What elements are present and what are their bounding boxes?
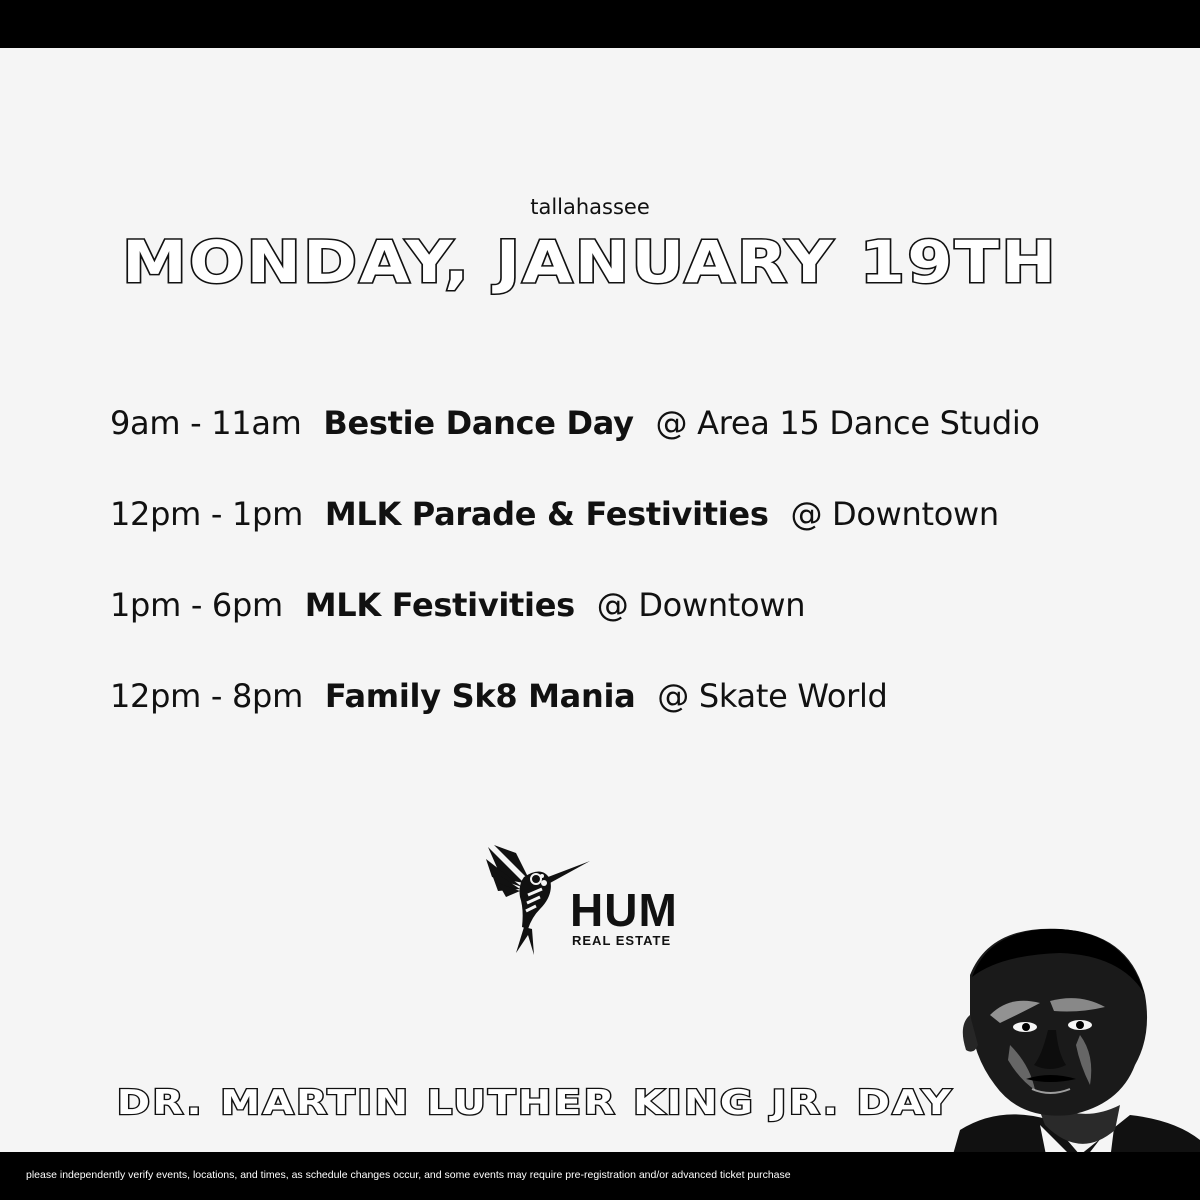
disclaimer-text: please independently verify events, locations, and times, as schedule changes occur, and some events may require pre-registration and/or advanced ticket purchase: [26, 1169, 791, 1181]
date-heading: MONDAY, JANUARY 19TH: [122, 228, 1058, 296]
event-location: @ Downtown: [596, 586, 806, 624]
logo-subtitle: REAL ESTATE: [572, 933, 672, 948]
event-item: [110, 495, 1110, 586]
event-name: MLK Parade & Festivities: [324, 495, 769, 533]
event-time: 1pm - 6pm: [110, 586, 283, 624]
event-location: @ Area 15 Dance Studio: [655, 404, 1040, 442]
event-time: 12pm - 8pm: [110, 677, 303, 715]
hum-real-estate-logo: [484, 843, 704, 959]
logo-wordmark: HUM: [570, 884, 678, 936]
occasion-heading: DR. MARTIN LUTHER KING JR. DAY: [116, 1083, 954, 1123]
city-label: tallahassee: [530, 195, 650, 219]
event-time: 12pm - 1pm: [110, 495, 303, 533]
event-item: [110, 677, 1110, 768]
event-location: @ Skate World: [657, 677, 888, 715]
event-name: Bestie Dance Day: [323, 404, 634, 442]
event-item: [110, 404, 1110, 495]
event-location: @ Downtown: [790, 495, 999, 533]
event-list: [110, 404, 1110, 768]
event-item: [110, 586, 1110, 677]
event-time: 9am - 11am: [110, 404, 302, 442]
top-border-bar: [0, 0, 1200, 48]
event-name: MLK Festivities: [304, 586, 575, 624]
event-name: Family Sk8 Mania: [324, 677, 636, 715]
